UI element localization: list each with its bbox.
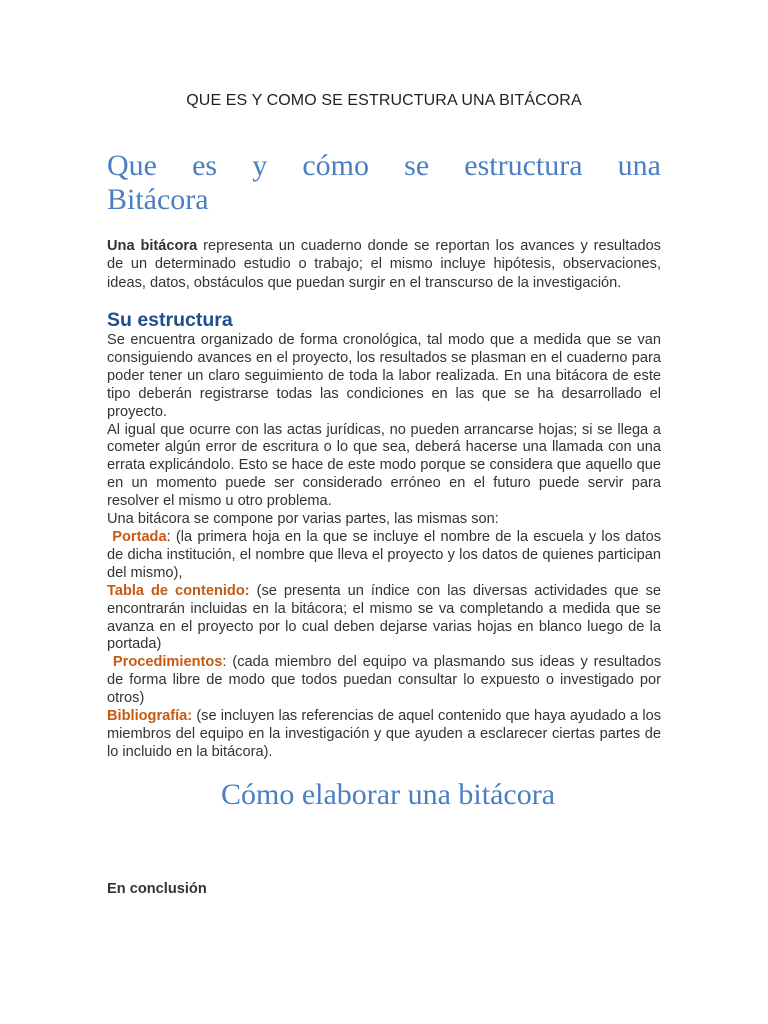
intro-bold-term: Una bitácora <box>107 238 198 254</box>
part-text: (se presenta un índice con las diversas actividades que se encontrarán incluidas en la bitácora; el mismo se va completando a medida que se avanza en el proyecto por lo cual deben dejarse varias hojas en blanco luego de la portada) <box>107 582 661 653</box>
elaborate-heading: Cómo elaborar una bitácora <box>220 778 556 811</box>
document-title: QUE ES Y COMO SE ESTRUCTURA UNA BITÁCORA <box>186 92 582 109</box>
part-bibliografia <box>107 708 661 762</box>
main-heading-line1: Que es y cómo se estructura una <box>107 149 661 182</box>
conclusion-label: En conclusión <box>107 881 207 897</box>
part-text: (se incluyen las referencias de aquel contenido que haya ayudado a los miembros del equipo en la investigación y que ayuden a esclarecer ciertas partes de lo incluido en la bitácora). <box>107 708 661 760</box>
part-label: Portada <box>112 528 167 545</box>
part-text: : (cada miembro del equipo va plasmando sus ideas y resultados de forma libre de modo que todos puedan consultar lo expuesto o investigado por otros) <box>107 654 661 707</box>
part-portada <box>107 529 661 583</box>
part-tabla-de-contenido <box>107 583 661 655</box>
part-text: : (la primera hoja en la que se incluye el nombre de la escuela y los datos de dicha institución, el nombre que lleva el proyecto y los datos de quienes participan del mismo), <box>107 528 661 581</box>
intro-paragraph <box>107 237 661 292</box>
main-heading-line2: Bitácora <box>107 183 209 216</box>
main-heading <box>107 149 661 217</box>
section-heading: Su estructura <box>107 309 233 331</box>
part-procedimientos <box>107 654 661 708</box>
paragraph-chronological: Se encuentra organizado de forma cronológica, tal modo que a medida que se van consiguiendo avances en el proyecto, los resultados se plasman en el cuaderno para poder tener un claro seguimiento de toda la labor realizada. En una bitácora de este tipo deberán registrarse todas las condiciones en las que se ha desarrollado el proyecto. <box>107 332 661 420</box>
part-label: Tabla de contenido: <box>107 582 250 599</box>
intro-text: representa un cuaderno donde se reportan los avances y resultados de un determinado estudio o trabajo; el mismo incluye hipótesis, observaciones, ideas, datos, obstáculos que puedan surgir en el transcurso de la investigación. <box>107 238 661 291</box>
part-label: Procedimientos <box>112 654 223 671</box>
part-label: Bibliografía: <box>107 708 193 725</box>
paragraph-parts-intro: Una bitácora se compone por varias partes, las mismas son: <box>107 511 499 528</box>
paragraph-errata: Al igual que ocurre con las actas jurídicas, no pueden arrancarse hojas; si se llega a cometer algún error de escritura o lo que sea, deberá hacerse una llamada con una errata explicándolo. Esto se hace de este modo porque se considera que aquello que en un momento puede ser considerado erróneo en el futuro puede servir para resolver el mismo u otro problema. <box>107 421 661 510</box>
structure-body <box>107 332 661 762</box>
